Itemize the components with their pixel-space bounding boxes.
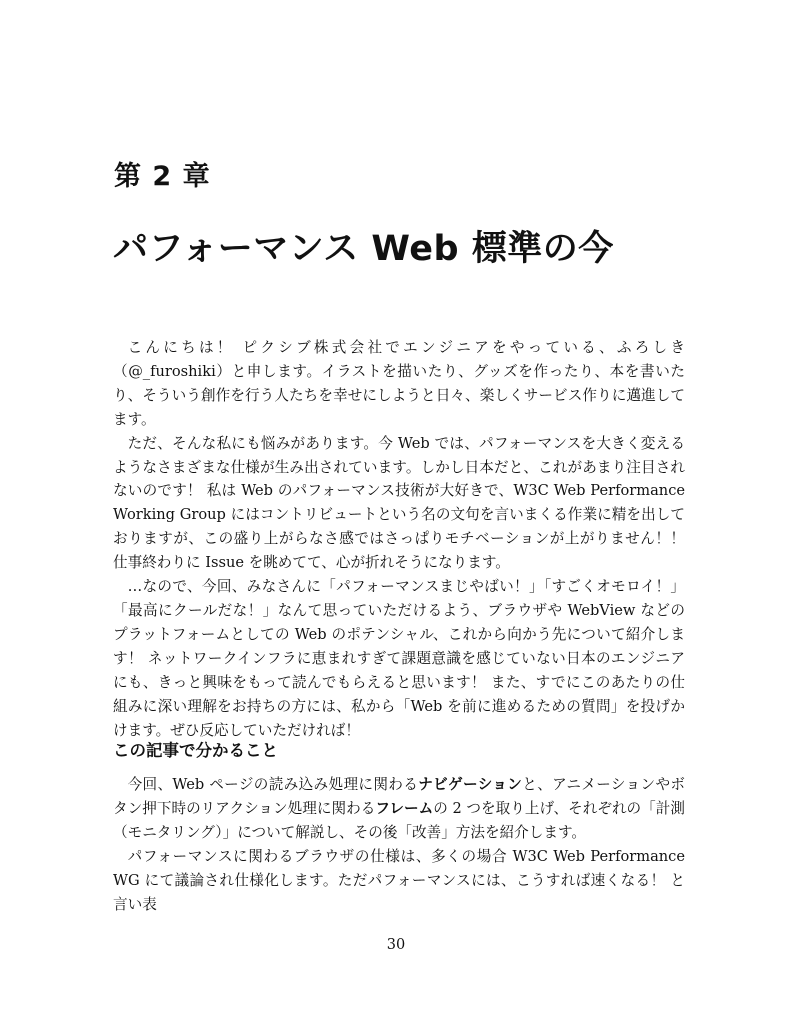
chapter-label: 第 2 章 xyxy=(114,161,211,192)
paragraph-spec: パフォーマンスに関わるブラウザの仕様は、多くの場合 W3C Web Performance WG にて議論され仕様化します。ただパフォーマンスには、こうすれば速くなる！ と言い表 xyxy=(113,847,685,913)
overview-text-2: と、アニメーションやボタン押下時のリアクション処理に関わる xyxy=(113,776,686,817)
paragraph-overview xyxy=(113,773,685,845)
keyword-navigation: ナビゲーション xyxy=(418,776,523,793)
intro-text xyxy=(113,336,685,742)
paragraph-greeting: こんにちは！ ピクシブ株式会社でエンジニアをやっている、ふろしき（@_furoshiki）と申します。イラストを描いたり、グッズを作ったり、本を書いたり、そういう創作を行う人たちを幸せにしようと日々、楽しくサービス作りに邁進してます。 xyxy=(113,339,685,428)
keyword-frame: フレーム xyxy=(375,799,434,817)
chapter-title: パフォーマンス Web 標準の今 xyxy=(113,229,614,269)
section-heading: この記事で分かること xyxy=(113,741,278,760)
paragraph-purpose: …なので、今回、みなさんに「パフォーマンスまじやばい！」「すごくオモロイ！」「最高にクールだな！」なんて思っていただけるよう、ブラウザや WebView などのプラットフォームとしての Web のポテンシャル、これから向かう先について紹介します！ ネットワークインフラに恵まれすぎて課題意識を感じていない日本のエンジニアにも、きっと興味をもって読んでもらえると思います！ また、すでにこのあたりの仕組みに深い理解をお持ちの方には、私から「Web を前に進めるための質問」を投げかけます。ぜひ反応していただければ！ xyxy=(113,578,685,739)
page-number: 30 xyxy=(386,937,406,953)
section-text xyxy=(113,773,685,916)
paragraph-problem: ただ、そんな私にも悩みがあります。今 Web では、パフォーマンスを大きく変えるようなさまざまな仕様が生み出されています。しかし日本だと、これがあまり注目されないのです！ 私は Web のパフォーマンス技術が大好きで、W3C Web Performance Working Group にはコントリビュートという名の文句を言いまくる作業に精を出しておりますが、この盛り上がらなさ感ではさっぱりモチベーションが上がりません！！ 仕事終わりに Issue を眺めてて、心が折れそうになります。 xyxy=(113,434,685,572)
overview-text-3: の 2 つを取り上げ、それぞれの「計測（モニタリング）」について解説し、その後「改善」方法を紹介します。 xyxy=(113,799,685,841)
overview-text-1: 今回、Web ページの読み込み処理に関わる xyxy=(127,776,419,793)
